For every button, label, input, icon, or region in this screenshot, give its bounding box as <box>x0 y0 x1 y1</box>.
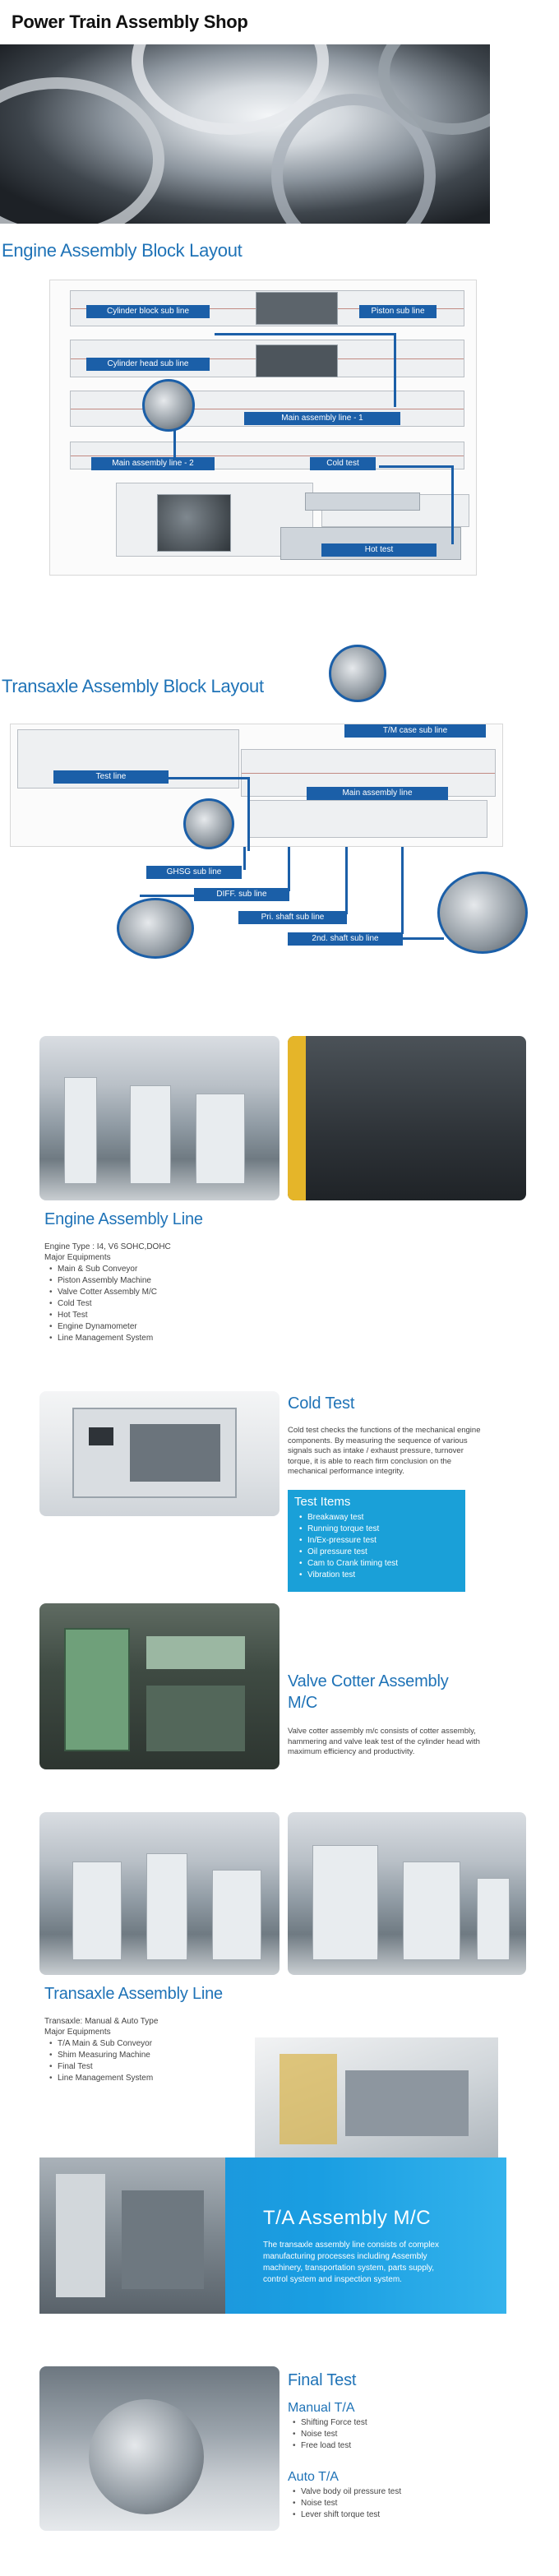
engine-type: Engine Type : I4, V6 SOHC,DOHC <box>44 1242 171 1251</box>
list-item: • Valve body oil pressure test <box>288 2486 401 2498</box>
list-item: • Vibration test <box>294 1570 459 1581</box>
test-line-image <box>183 798 234 849</box>
list-item: • Shifting Force test <box>288 2417 367 2429</box>
list-item: • Piston Assembly Machine <box>44 1275 157 1287</box>
piston-detail-icon <box>142 379 195 432</box>
transaxle-line-photo-1 <box>39 1812 280 1975</box>
transaxle-line-title: Transaxle Assembly Line <box>44 1985 223 2003</box>
ta-assembly-description: The transaxle assembly line consists of complex manufacturing processes including Assembly machinery, transportation system, parts supply, control system and inspection system. <box>263 2241 439 2284</box>
label-ghsg-sub-line: GHSG sub line <box>146 866 242 879</box>
list-item: • Main & Sub Conveyor <box>44 1264 157 1275</box>
transaxle-machine-image <box>255 2037 498 2176</box>
label-2nd-shaft-sub-line: 2nd. shaft sub line <box>288 932 403 946</box>
shaft-gears-image <box>437 872 528 954</box>
manual-ta-list <box>288 2417 367 2452</box>
label-hot-test: Hot test <box>321 543 437 557</box>
label-main-assembly-line: Main assembly line <box>307 787 448 800</box>
engine-major-label: Major Equipments <box>44 1253 111 1262</box>
label-tm-case-sub-line: T/M case sub line <box>344 724 486 738</box>
manual-ta-title: Manual T/A <box>288 2401 355 2415</box>
engine-line-title: Engine Assembly Line <box>44 1210 203 1228</box>
list-item: • Cam to Crank timing test <box>294 1558 459 1570</box>
label-cylinder-head-sub-line: Cylinder head sub line <box>86 358 210 371</box>
list-item: • Noise test <box>288 2429 367 2440</box>
auto-ta-title: Auto T/A <box>288 2470 339 2484</box>
list-item: • Line Management System <box>44 2073 153 2084</box>
list-item: • Line Management System <box>44 1333 157 1344</box>
label-diff-sub-line: DIFF. sub line <box>194 888 289 901</box>
engine-layout-title: Engine Assembly Block Layout <box>2 240 243 261</box>
list-item: • Engine Dynamometer <box>44 1321 157 1333</box>
final-test-photo <box>39 2366 280 2531</box>
list-item: • Noise test <box>288 2498 401 2509</box>
test-items-list <box>294 1512 459 1581</box>
list-item: • Breakaway test <box>294 1512 459 1524</box>
valve-cotter-photo <box>39 1603 280 1769</box>
list-item: • Free load test <box>288 2440 367 2452</box>
test-items-title: Test Items <box>294 1495 351 1509</box>
final-test-title: Final Test <box>288 2371 357 2389</box>
test-items-box <box>288 1490 465 1592</box>
list-item: • Valve Cotter Assembly M/C <box>44 1287 157 1298</box>
label-test-line: Test line <box>53 770 169 784</box>
differential-image <box>117 898 194 959</box>
valve-cotter-description: Valve cotter assembly m/c consists of cotter assembly, hammering and valve leak test of the cylinder head with maximum efficiency and productivity. <box>288 1727 480 1756</box>
valve-cotter-title-line1: Valve Cotter Assembly <box>288 1672 449 1690</box>
list-item: • T/A Main & Sub Conveyor <box>44 2038 153 2050</box>
label-cold-test: Cold test <box>310 457 376 470</box>
list-item: • Lever shift torque test <box>288 2509 401 2521</box>
list-item: • Cold Test <box>44 1298 157 1310</box>
tm-case-image <box>329 645 386 702</box>
label-cylinder-block-sub-line: Cylinder block sub line <box>86 305 210 318</box>
auto-ta-list <box>288 2486 401 2521</box>
cold-test-title: Cold Test <box>288 1394 355 1413</box>
transaxle-layout-title: Transaxle Assembly Block Layout <box>2 676 264 696</box>
list-item: • Shim Measuring Machine <box>44 2050 153 2061</box>
ta-assembly-photo <box>39 2157 225 2314</box>
transaxle-type: Transaxle: Manual & Auto Type <box>44 2017 159 2026</box>
list-item: • In/Ex-pressure test <box>294 1535 459 1547</box>
cylinder-block-image <box>256 292 338 325</box>
list-item: • Hot Test <box>44 1310 157 1321</box>
ta-assembly-title: T/A Assembly M/C <box>263 2207 432 2229</box>
label-main-assembly-line-1: Main assembly line - 1 <box>244 412 400 425</box>
cold-test-description: Cold test checks the functions of the mechanical engine components. By measuring the sequence of various signals such as intake / exhaust pressure, turnover torque, it is able to reach firm conclusion on the mechanical performance integrity. <box>288 1426 481 1476</box>
label-pri-shaft-sub-line: Pri. shaft sub line <box>238 911 347 924</box>
label-main-assembly-line-2: Main assembly line - 2 <box>91 457 215 470</box>
transaxle-line-photo-2 <box>288 1812 526 1975</box>
list-item: • Final Test <box>44 2061 153 2073</box>
engine-equipment-list <box>44 1264 157 1344</box>
page-title: Power Train Assembly Shop <box>12 12 248 32</box>
cold-test-photo <box>39 1391 280 1516</box>
engine-layout-diagram <box>49 280 477 576</box>
engine-image <box>157 494 231 552</box>
transaxle-equipment-list <box>44 2038 153 2084</box>
ta-assembly-panel <box>39 2157 506 2314</box>
transaxle-layout-diagram <box>10 724 503 847</box>
engine-line-photo-1 <box>39 1036 280 1200</box>
transaxle-major-label: Major Equipments <box>44 2028 111 2037</box>
valve-cotter-title-line2: M/C <box>288 1694 318 1712</box>
label-piston-sub-line: Piston sub line <box>359 305 437 318</box>
hero-engine-image <box>0 44 490 224</box>
list-item: • Oil pressure test <box>294 1547 459 1558</box>
cylinder-head-image <box>256 345 338 377</box>
engine-line-photo-2 <box>288 1036 526 1200</box>
list-item: • Running torque test <box>294 1524 459 1535</box>
